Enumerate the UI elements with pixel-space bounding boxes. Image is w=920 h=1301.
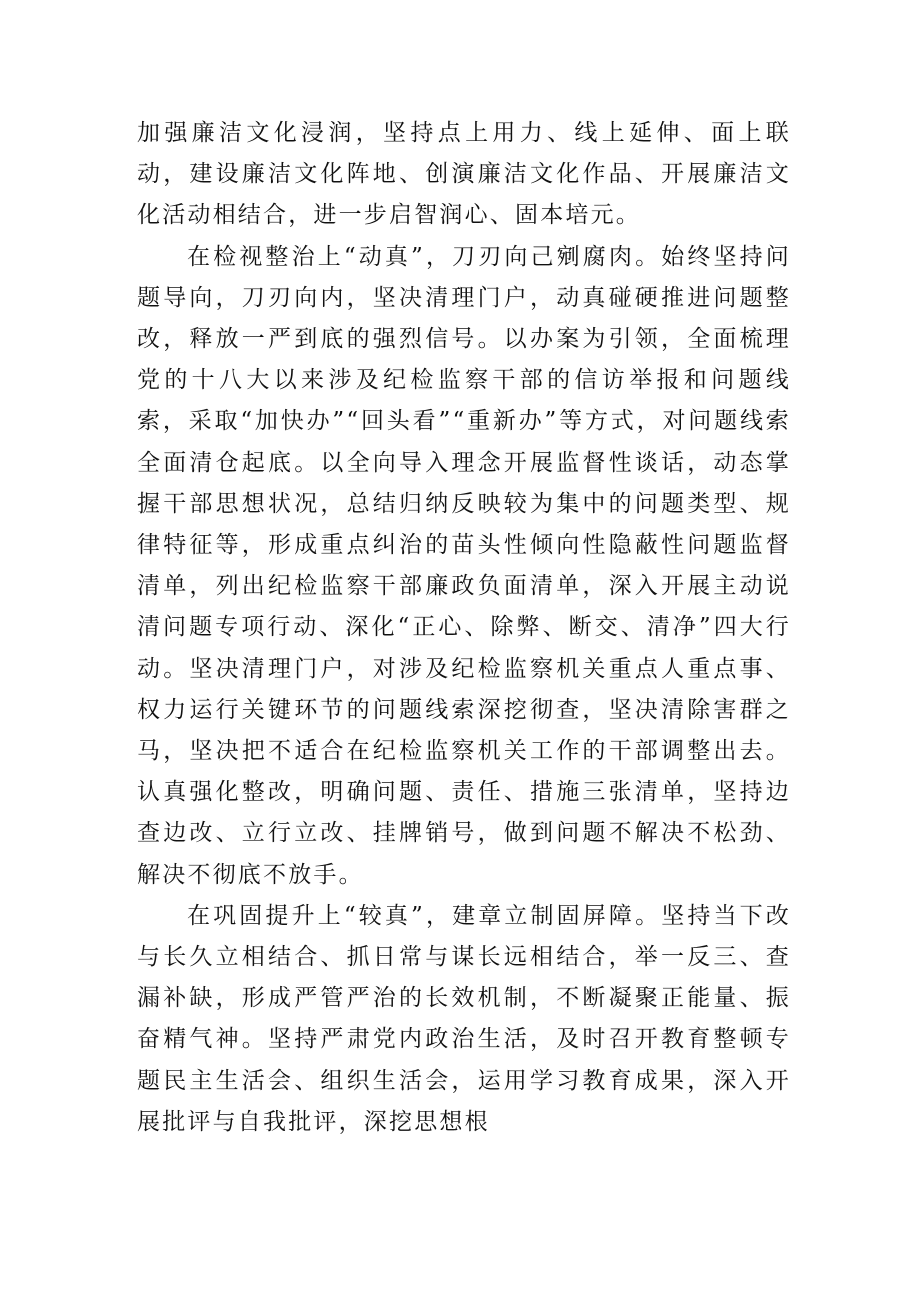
document-body <box>137 113 791 1143</box>
paragraph-consolidation-improvement: 在巩固提升上“较真”，建章立制固屏障。坚持当下改与长久立相结合、抓日常与谋长远相结合，举一反三、查漏补缺，形成严管严治的长效机制，不断凝聚正能量、振奋精气神。坚持严肃党内政治生活，及时召开教育整顿专题民主生活会、组织生活会，运用学习教育成果，深入开展批评与自我批评，深挖思想根 <box>137 902 791 1135</box>
paragraph-inspection-rectification: 在检视整治上“动真”，刀刃向己剜腐肉。始终坚持问题导向，刀刃向内，坚决清理门户，动真碰硬推进问题整改，释放一严到底的强烈信号。以办案为引领，全面梳理党的十八大以来涉及纪检监察干部的信访举报和问题线索，采取“加快办”“回头看”“重新办”等方式，对问题线索全面清仓起底。以全向导入理念开展监督性谈话，动态掌握干部思想状况，总结归纳反映较为集中的问题类型、规律特征等，形成重点纠治的苗头性倾向性隐蔽性问题监督清单，列出纪检监察干部廉政负面清单，深入开展主动说清问题专项行动、深化“正心、除弊、断交、清净”四大行动。坚决清理门户，对涉及纪检监察机关重点人重点事、权力运行关键环节的问题线索深挖彻查，坚决清除害群之马，坚决把不适合在纪检监察机关工作的干部调整出去。认真强化整改，明确问题、责任、措施三张清单，坚持边查边改、立行立改、挂牌销号，做到问题不解决不松劲、解决不彻底不放手。 <box>137 243 791 888</box>
paragraph-continued: 加强廉洁文化浸润，坚持点上用力、线上延伸、面上联动，建设廉洁文化阵地、创演廉洁文化作品、开展廉洁文化活动相结合，进一步启智润心、固本培元。 <box>137 120 791 229</box>
